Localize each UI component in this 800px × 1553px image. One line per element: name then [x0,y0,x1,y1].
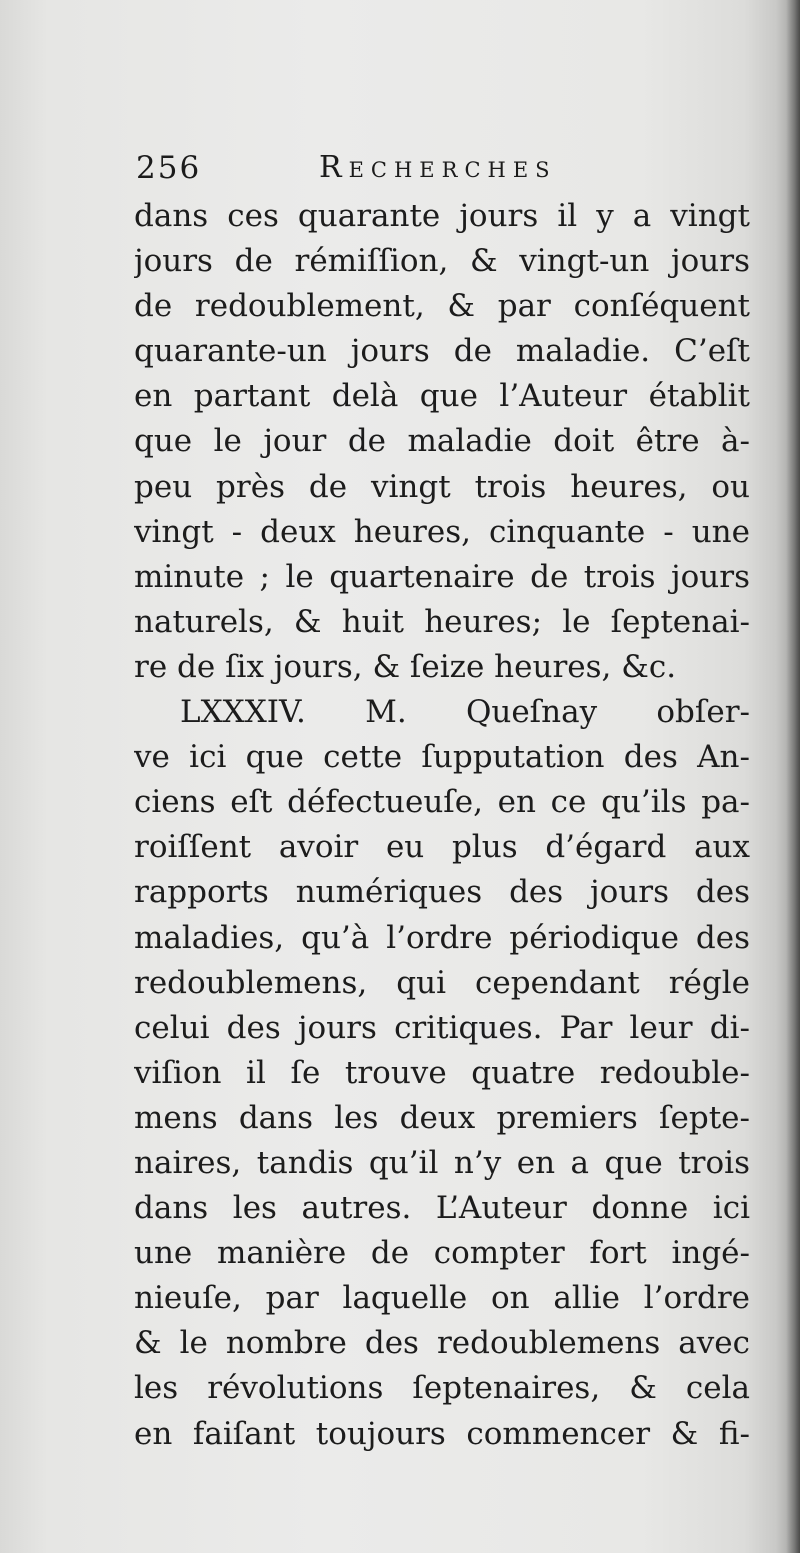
text-line: rapports numériques des jours des [134,874,750,911]
text-line: que le jour de maladie doit être à- [134,423,750,460]
text-line: re de ſix jours, & ſeize heures, &c. [134,648,677,685]
text-line: roiſſent avoir eu plus d’égard aux [134,829,750,866]
text-line: LXXXIV. M. Queſnay obſer- [180,694,750,731]
page-number: 256 [136,150,202,186]
text-line: en faiſant toujours commencer & fi- [134,1415,750,1452]
text-line: les révolutions ſeptenaires, & cela [134,1370,750,1407]
text-line: mens dans les deux premiers ſepte- [134,1099,750,1136]
text-line: viſion il ſe trouve quatre redouble- [134,1054,750,1091]
body-text [134,194,750,1457]
text-line: peu près de vingt trois heures, ou [134,468,750,505]
running-head: Recherches [319,150,557,185]
text-line: maladies, qu’à l’ordre périodique des [134,919,750,956]
text-line: dans les autres. L’Auteur donne ici [134,1190,750,1227]
text-line: & le nombre des redoublemens avec [134,1325,750,1362]
text-line: de redoublement, & par conſéquent [134,288,750,325]
text-line: naturels, & huit heures; le ſeptenai- [134,603,750,640]
text-line: jours de rémiſſion, & vingt-un jours [134,243,750,280]
text-line: vingt - deux heures, cinquante - une [134,513,750,550]
text-line: redoublemens, qui cependant régle [134,964,750,1001]
text-line: quarante-un jours de maladie. C’eſt [134,333,750,370]
text-line: ve ici que cette ſupputation des An- [134,739,750,776]
text-line: naires, tandis qu’il n’y en a que trois [134,1144,750,1181]
text-line: dans ces quarante jours il y a vingt [134,198,750,234]
text-line: celui des jours critiques. Par leur di- [134,1009,750,1046]
text-line: en partant delà que l’Auteur établit [134,378,750,415]
page-header [136,150,696,194]
text-line: nieuſe, par laquelle on allie l’ordre [134,1280,750,1317]
text-line: minute ; le quartenaire de trois jours [134,558,750,595]
text-line: ciens eſt défectueuſe, en ce qu’ils pa- [134,784,750,821]
text-line: une manière de compter fort ingé- [134,1235,750,1272]
